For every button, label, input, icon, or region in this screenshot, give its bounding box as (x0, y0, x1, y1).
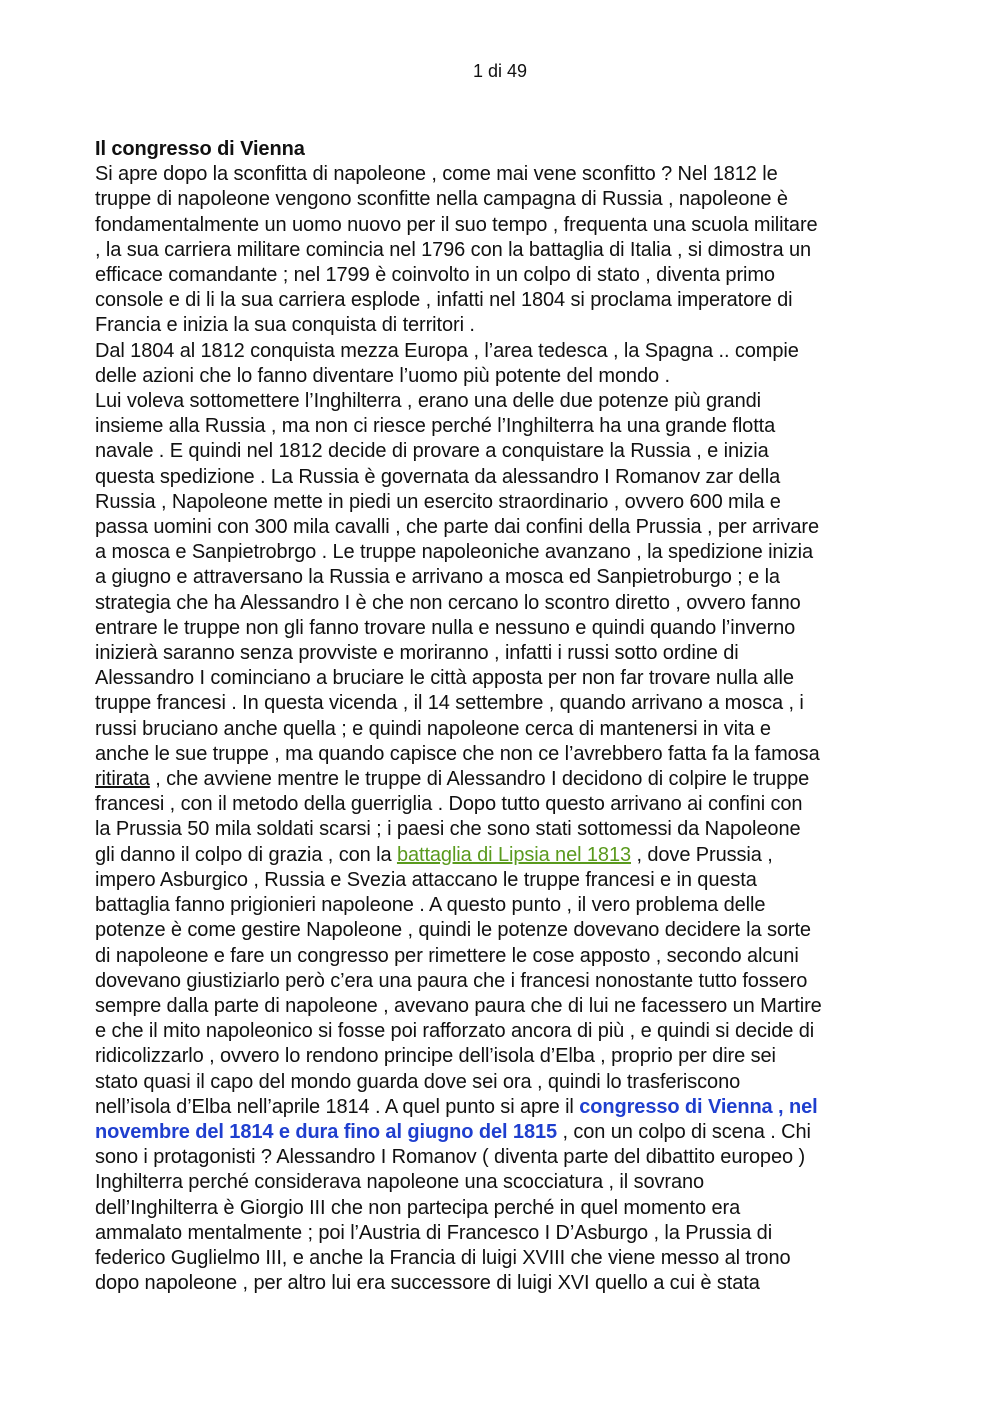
text-line: a mosca e Sanpietrobrgo . Le truppe napoleoniche avanzano , la spedizione inizia (95, 541, 814, 564)
text-line: ammalato mentalmente ; poi l’Austria di Francesco I D’Asburgo , la Prussia di (95, 1221, 773, 1244)
text-line: dopo napoleone , per altro lui era successore di luigi XVI quello a cui è stata (95, 1272, 760, 1295)
text-line: entrare le truppe non gli fanno trovare nulla e nessuno e quindi quando l’inverno (95, 616, 796, 639)
text-line: , la sua carriera militare comincia nel 1796 con la battaglia di Italia , si dimostra un (95, 238, 811, 261)
text-fragment: gli danno il colpo di grazia , con la (95, 843, 397, 866)
text-line: anche le sue truppe , ma quando capisce che non ce l’avrebbero fatta fa la famosa (95, 742, 820, 765)
text-fragment: , dove Prussia , (631, 843, 773, 866)
text-line: fondamentalmente un uomo nuovo per il suo tempo , frequenta una scuola militare (95, 213, 818, 236)
text-line: Alessandro I cominciano a bruciare le città apposta per non far trovare nulla alle (95, 667, 794, 690)
text-line: sempre dalla parte di napoleone , avevano paura che di lui ne facessero un Martire (95, 994, 822, 1017)
text-line (95, 767, 915, 792)
document-title: Il congresso di Vienna (95, 138, 305, 160)
text-fragment: nell’isola d’Elba nell’aprile 1814 . A quel punto si apre il (95, 1095, 580, 1118)
text-line: navale . E quindi nel 1812 decide di provare a conquistare la Russia , e inizia (95, 440, 769, 463)
page-number: 1 di 49 (472, 61, 528, 81)
text-line: impero Asburgico , Russia e Svezia attaccano le truppe francesi e in questa (95, 868, 757, 891)
text-line: inizierà saranno senza provviste e moriranno , infatti i russi sotto ordine di (95, 642, 739, 665)
text-line: battaglia fanno prigionieri napoleone . A questo punto , il vero problema delle (95, 894, 766, 917)
text-line: strategia che ha Alessandro I è che non cercano lo scontro diretto , ovvero fanno (95, 591, 801, 614)
underlined-term-ritirata: ritirata (95, 768, 150, 791)
text-line: stato quasi il capo del mondo guarda dove sei ora , quindi lo trasferiscono (95, 1070, 741, 1093)
text-line: ridicolizzarlo , ovvero lo rendono principe dell’isola d’Elba , proprio per dire sei (95, 1045, 776, 1068)
text-line: console e di li la sua carriera esplode , infatti nel 1804 si proclama imperatore di (95, 289, 793, 312)
text-line: russi bruciano anche quella ; e quindi napoleone cerca di mantenersi in vita e (95, 717, 771, 740)
text-line: sono i protagonisti ? Alessandro I Romanov ( diventa parte del dibattito europeo ) (95, 1146, 806, 1169)
text-line: Russia , Napoleone mette in piedi un esercito straordinario , ovvero 600 mila e (95, 490, 781, 513)
text-line: truppe di napoleone vengono sconfitte nella campagna di Russia , napoleone è (95, 188, 788, 211)
text-line: la Prussia 50 mila soldati scarsi ; i paesi che sono stati sottomessi da Napoleone (95, 818, 801, 841)
text-line: a giugno e attraversano la Russia e arrivano a mosca ed Sanpietroburgo ; e la (95, 566, 780, 589)
text-line (95, 1095, 915, 1120)
text-line: Lui voleva sottomettere l’Inghilterra , erano una delle due potenze più grandi (95, 390, 761, 413)
text-line: insieme alla Russia , ma non ci riesce perché l’Inghilterra ha una grande flotta (95, 415, 776, 438)
highlight-congresso-di-vienna: congresso di Vienna , nel (579, 1095, 818, 1118)
highlight-congresso-dates: novembre del 1814 e dura fino al giugno del 1815 (95, 1120, 558, 1143)
text-line: Si apre dopo la sconfitta di napoleone , come mai vene sconfitto ? Nel 1812 le (95, 163, 778, 186)
text-line: delle azioni che lo fanno diventare l’uomo più potente del mondo . (95, 364, 670, 387)
text-line: federico Guglielmo III, e anche la Francia di luigi XVIII che viene messo al trono (95, 1246, 791, 1269)
text-line: Dal 1804 al 1812 conquista mezza Europa , l’area tedesca , la Spagna .. compie (95, 339, 799, 362)
text-fragment: , con un colpo di scena . Chi (557, 1120, 811, 1143)
text-line (95, 843, 915, 868)
text-line: Francia e inizia la sua conquista di territori . (95, 314, 475, 337)
text-line: e che il mito napoleonico si fosse poi rafforzato ancora di più , e quindi si decide di (95, 1020, 815, 1043)
link-battaglia-di-lipsia[interactable]: battaglia di Lipsia nel 1813 (396, 843, 631, 866)
document-body (95, 137, 915, 1296)
text-line: potenze è come gestire Napoleone , quindi le potenze dovevano decidere la sorte (95, 919, 811, 942)
text-line: truppe francesi . In questa vicenda , il 14 settembre , quando arrivano a mosca , i (95, 692, 804, 715)
text-line: di napoleone e fare un congresso per rimettere le cose apposto , secondo alcuni (95, 944, 799, 967)
text-line: francesi , con il metodo della guerriglia . Dopo tutto questo arrivano ai confini con (95, 793, 803, 816)
text-line: passa uomini con 300 mila cavalli , che parte dai confini della Prussia , per arrivare (95, 516, 819, 539)
text-line: dovevano giustiziarlo però c’era una paura che i francesi nonostante tutto fossero (95, 969, 808, 992)
text-fragment: , che avviene mentre le truppe di Alessandro I decidono di colpire le truppe (149, 768, 810, 791)
text-line (95, 1120, 915, 1145)
text-line: dell’Inghilterra è Giorgio III che non partecipa perché in quel momento era (95, 1196, 741, 1219)
text-line: efficace comandante ; nel 1799 è coinvolto in un colpo di stato , diventa primo (95, 264, 775, 287)
text-line: questa spedizione . La Russia è governata da alessandro I Romanov zar della (95, 465, 781, 488)
text-line: Inghilterra perché considerava napoleone una scocciatura , il sovrano (95, 1171, 705, 1194)
